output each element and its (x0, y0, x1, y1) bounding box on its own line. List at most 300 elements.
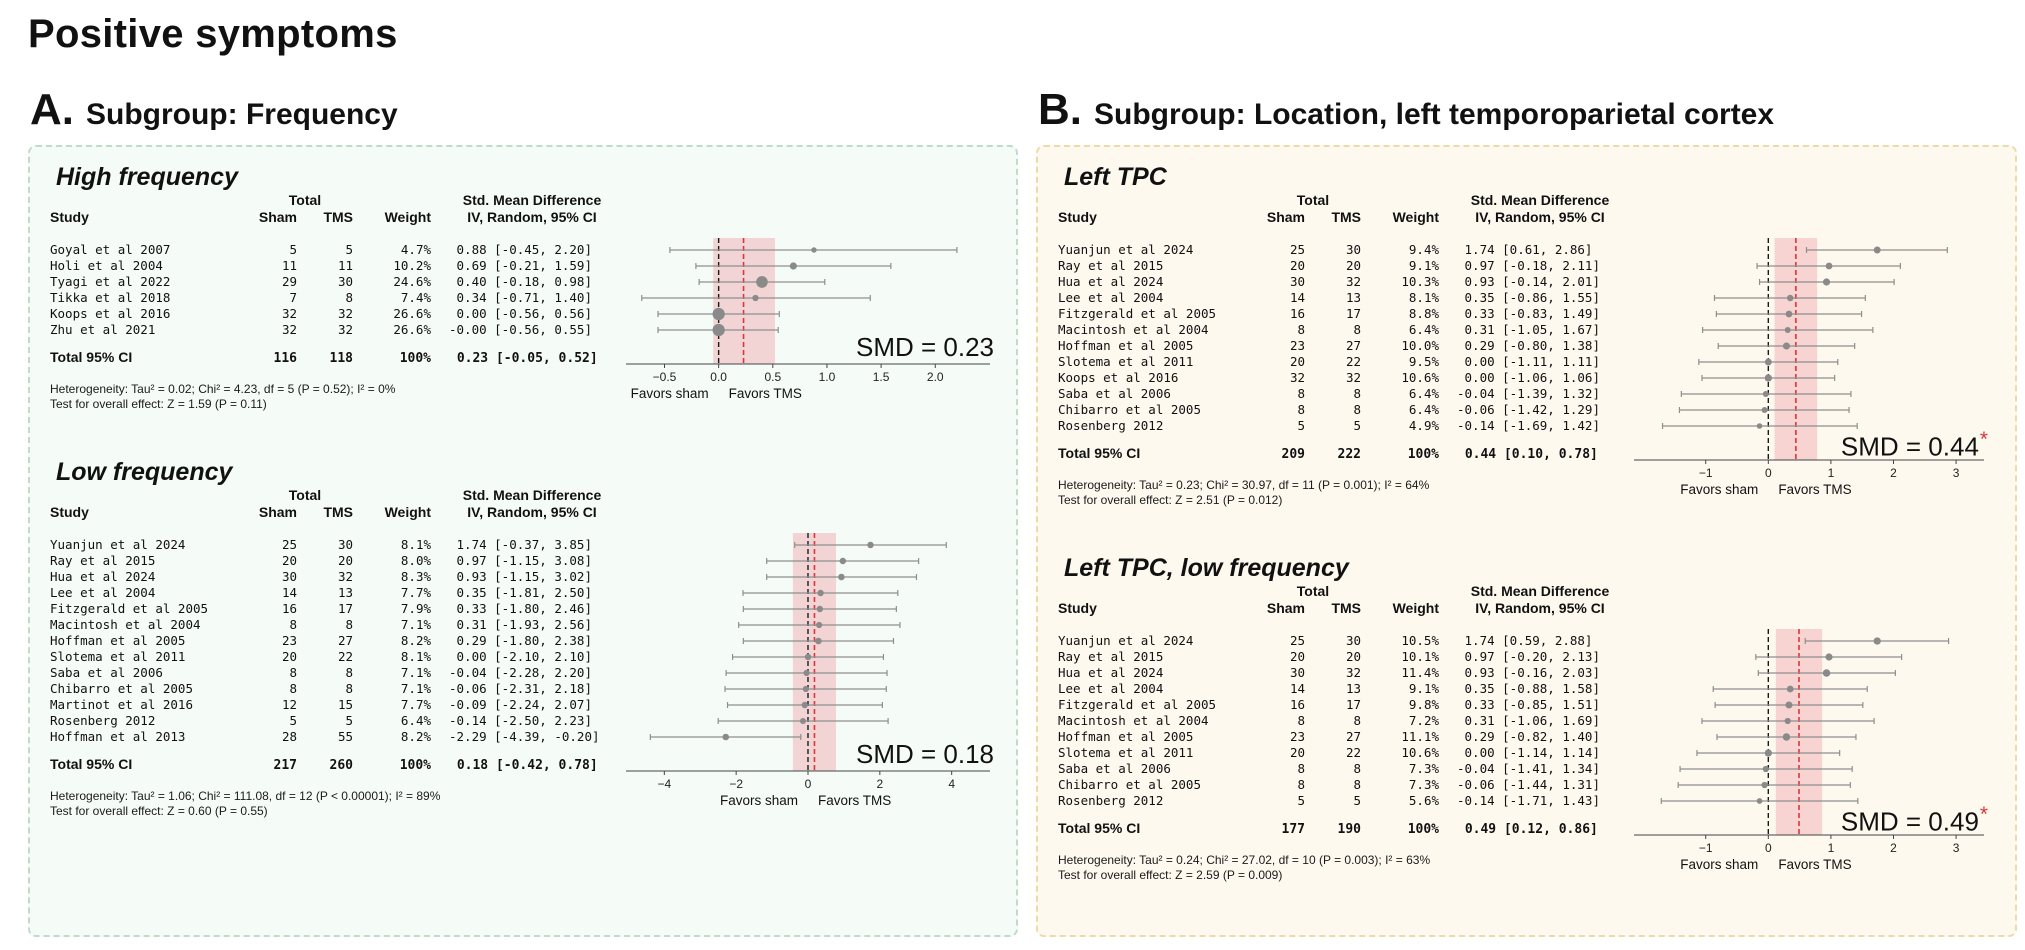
weight-value: 10.2% (393, 258, 431, 273)
favors-tms-label: Favors TMS (728, 386, 802, 401)
tms-n: 27 (1345, 338, 1361, 353)
tms-n: 27 (337, 633, 353, 648)
sham-n: 11 (281, 258, 297, 273)
tms-n: 5 (1353, 418, 1361, 433)
sham-n: 23 (1289, 729, 1305, 744)
effect-marker (817, 590, 823, 596)
total-weight: 100% (399, 351, 431, 366)
study-row (1058, 418, 1624, 434)
overall-effect-line: Test for overall effect: Z = 2.59 (P = 0.009) (1058, 868, 1283, 882)
effect-marker (1874, 637, 1881, 644)
sham-n: 20 (1289, 354, 1305, 369)
total-smd-ci: 0.23 [-0.05, 0.52] (456, 351, 598, 366)
smd-ci-value: 1.74 [0.59, 2.88] (1464, 633, 1593, 648)
tms-n: 8 (345, 681, 353, 696)
plot-body (1052, 192, 2001, 508)
smd-ci-value: 0.34 [-0.71, 1.40] (456, 290, 592, 305)
smd-ci-value: 0.00 [-2.10, 2.10] (456, 649, 592, 664)
col-header-smd: Std. Mean Difference (462, 487, 602, 503)
tms-n: 13 (337, 585, 353, 600)
study-label: Goyal et al 2007 (50, 242, 171, 257)
axis-tick-label: 3 (1952, 841, 1960, 855)
study-label: Yuanjun et al 2024 (50, 537, 186, 552)
effect-marker (1762, 407, 1768, 413)
weight-value: 4.9% (1408, 418, 1439, 433)
sham-n: 29 (281, 274, 297, 289)
weight-value: 6.4% (400, 713, 431, 728)
tms-n: 32 (1345, 370, 1361, 385)
tms-n: 5 (345, 713, 353, 728)
study-row (50, 585, 616, 601)
sham-n: 8 (1297, 761, 1305, 776)
forest-plot-canvas (616, 236, 1000, 406)
weight-value: 8.1% (400, 537, 431, 552)
heterogeneity-line: Heterogeneity: Tau² = 1.06; Chi² = 111.08, df = 12 (P < 0.00001); I² = 89% (50, 789, 441, 803)
effect-marker (1757, 423, 1763, 429)
smd-ci-value: -0.06 [-1.42, 1.29] (1457, 402, 1600, 417)
forest-plot-left-tpc-low-frequency (1052, 554, 2001, 883)
sham-n: 5 (1297, 793, 1305, 808)
forest-graph (1624, 192, 1994, 502)
study-label: Hua et al 2024 (1058, 665, 1164, 680)
study-row (50, 553, 616, 569)
plot-body (44, 192, 1002, 412)
plot-title: High frequency (56, 163, 238, 191)
study-row (1058, 665, 1624, 681)
total-label: Total 95% CI (1058, 820, 1141, 836)
col-header-study: Study (1058, 209, 1097, 225)
sham-n: 28 (281, 729, 297, 744)
effect-marker (1823, 278, 1830, 285)
effect-marker (790, 262, 797, 269)
weight-value: 7.1% (400, 681, 431, 696)
weight-value: 7.3% (1408, 777, 1439, 792)
study-table (44, 487, 616, 819)
panel-a-letter: A. (30, 85, 74, 134)
weight-value: 10.1% (1401, 649, 1439, 664)
col-header-study: Study (1058, 600, 1097, 616)
sham-n: 32 (281, 322, 297, 337)
col-header-iv-random: IV, Random, 95% CI (467, 209, 597, 225)
total-tms-n: 118 (329, 351, 353, 366)
sham-n: 30 (1289, 665, 1305, 680)
effect-marker (1783, 733, 1790, 740)
axis-tick-label: 1 (1827, 841, 1835, 855)
study-row (1058, 306, 1624, 322)
study-row (1058, 338, 1624, 354)
smd-ci-value: 0.97 [-1.15, 3.08] (456, 553, 592, 568)
plot-body (44, 487, 1002, 819)
weight-value: 7.4% (400, 290, 431, 305)
weight-value: 8.1% (1408, 290, 1439, 305)
smd-ci-value: 0.97 [-0.18, 2.11] (1464, 258, 1600, 273)
study-row (50, 713, 616, 729)
sham-n: 25 (1289, 633, 1305, 648)
tms-n: 8 (345, 665, 353, 680)
tms-n: 30 (1345, 242, 1361, 257)
col-header-sham: Sham (258, 209, 297, 225)
forest-graph (1624, 583, 1994, 877)
tms-n: 11 (337, 258, 353, 273)
favors-sham-label: Favors sham (1680, 482, 1759, 497)
smd-ci-value: 0.29 [-1.80, 2.38] (456, 633, 592, 648)
study-label: Chibarro et al 2005 (1058, 777, 1201, 792)
smd-ci-value: 0.69 [-0.21, 1.59] (456, 258, 592, 273)
effect-marker (713, 324, 725, 336)
weight-value: 7.7% (400, 585, 431, 600)
tms-n: 17 (1345, 697, 1361, 712)
study-row (50, 322, 616, 338)
study-rows (1058, 633, 1624, 809)
heterogeneity-line: Heterogeneity: Tau² = 0.23; Chi² = 30.97, df = 11 (P = 0.001); I² = 64% (1058, 478, 1430, 492)
weight-value: 9.8% (1408, 697, 1439, 712)
weight-value: 4.7% (400, 242, 431, 257)
axis-tick-label: 1.0 (818, 370, 836, 384)
total-sham-n: 209 (1281, 447, 1305, 462)
col-header-weight: Weight (384, 504, 431, 520)
sham-n: 8 (1297, 713, 1305, 728)
study-row (1058, 761, 1624, 777)
smd-ci-value: -0.04 [-2.28, 2.20] (449, 665, 592, 680)
col-header-iv-random: IV, Random, 95% CI (1475, 600, 1605, 616)
effect-marker (722, 734, 729, 741)
col-header-weight: Weight (384, 209, 431, 225)
panel-a (28, 85, 1018, 937)
smd-ci-value: 0.33 [-1.80, 2.46] (456, 601, 592, 616)
weight-value: 8.8% (1408, 306, 1439, 321)
col-header-total: Total (1296, 192, 1330, 208)
tms-n: 8 (1353, 402, 1361, 417)
study-label: Yuanjun et al 2024 (1058, 242, 1194, 257)
heterogeneity-line: Heterogeneity: Tau² = 0.02; Chi² = 4.23, df = 5 (P = 0.52); I² = 0% (50, 382, 396, 396)
tms-n: 32 (337, 306, 353, 321)
col-header-tms: TMS (1331, 600, 1361, 616)
study-row (1058, 370, 1624, 386)
axis-tick-label: 0.5 (764, 370, 782, 384)
favors-sham-label: Favors sham (1680, 857, 1759, 872)
sham-n: 5 (1297, 418, 1305, 433)
study-label: Lee et al 2004 (1058, 681, 1164, 696)
total-smd-ci: 0.49 [0.12, 0.86] (1464, 822, 1598, 837)
weight-value: 8.2% (400, 729, 431, 744)
tms-n: 22 (337, 649, 353, 664)
forest-plot-low-frequency (44, 458, 1002, 819)
col-header-smd: Std. Mean Difference (1470, 192, 1610, 208)
favors-tms-label: Favors TMS (1778, 857, 1852, 872)
study-row (50, 601, 616, 617)
effect-marker (1763, 391, 1769, 397)
forest-graph (616, 487, 1000, 813)
effect-marker (1825, 653, 1832, 660)
effect-marker (840, 558, 846, 564)
panel-b-letter: B. (1038, 85, 1082, 134)
total-tms-n: 222 (1337, 447, 1361, 462)
effect-marker (803, 686, 809, 692)
favors-sham-label: Favors sham (719, 793, 798, 808)
study-label: Hoffman et al 2005 (1058, 729, 1194, 744)
effect-marker (1785, 327, 1791, 333)
tms-n: 32 (337, 569, 353, 584)
smd-ci-value: 0.93 [-0.14, 2.01] (1464, 274, 1600, 289)
effect-marker (1785, 718, 1791, 724)
weight-value: 9.1% (1408, 681, 1439, 696)
smd-ci-value: 0.00 [-0.56, 0.56] (456, 306, 592, 321)
weight-value: 11.1% (1401, 729, 1439, 744)
table-header (1058, 583, 1624, 619)
significance-star: * (1979, 428, 1988, 451)
col-header-smd: Std. Mean Difference (462, 192, 602, 208)
weight-value: 8.2% (400, 633, 431, 648)
study-row (50, 729, 616, 745)
forest-plot-left-tpc (1052, 163, 2001, 508)
weight-value: 6.4% (1408, 322, 1439, 337)
study-label: Fitzgerald et al 2005 (50, 601, 209, 616)
sham-n: 20 (1289, 745, 1305, 760)
study-row (50, 242, 616, 258)
tms-n: 32 (1345, 274, 1361, 289)
study-row (50, 258, 616, 274)
study-label: Martinot et al 2016 (50, 697, 193, 712)
weight-value: 8.0% (400, 553, 431, 568)
col-header-total: Total (288, 192, 322, 208)
study-row (1058, 354, 1624, 370)
total-sham-n: 116 (273, 351, 297, 366)
weight-value: 10.3% (1401, 274, 1439, 289)
panel-b-box (1036, 145, 2017, 937)
study-label: Zhu et al 2021 (50, 322, 156, 337)
sham-n: 12 (281, 697, 297, 712)
study-row (1058, 290, 1624, 306)
sham-n: 20 (281, 553, 297, 568)
total-label: Total 95% CI (50, 756, 133, 772)
study-label: Saba et al 2006 (50, 665, 163, 680)
study-row (50, 697, 616, 713)
axis-tick-label: 1.5 (872, 370, 890, 384)
tms-n: 55 (337, 729, 353, 744)
tms-n: 32 (337, 322, 353, 337)
study-row (1058, 402, 1624, 418)
study-table (1052, 583, 1624, 883)
tms-n: 30 (337, 537, 353, 552)
effect-marker (1787, 295, 1794, 302)
tms-n: 5 (1353, 793, 1361, 808)
study-row (1058, 681, 1624, 697)
tms-n: 20 (337, 553, 353, 568)
plot-title: Low frequency (56, 458, 233, 486)
axis-tick-label: 0.0 (710, 370, 727, 384)
sham-n: 30 (281, 569, 297, 584)
total-tms-n: 190 (1337, 822, 1361, 837)
tms-n: 17 (337, 601, 353, 616)
total-sham-n: 217 (273, 758, 297, 773)
effect-marker (805, 654, 812, 661)
favors-tms-label: Favors TMS (1778, 482, 1852, 497)
sham-n: 30 (1289, 274, 1305, 289)
panel-b (1036, 85, 2017, 937)
tms-n: 22 (1345, 745, 1361, 760)
study-label: Chibarro et al 2005 (1058, 402, 1201, 417)
effect-marker (1823, 669, 1831, 677)
favors-sham-label: Favors sham (630, 386, 709, 401)
col-header-iv-random: IV, Random, 95% CI (467, 504, 597, 520)
study-label: Rosenberg 2012 (1058, 418, 1164, 433)
study-label: Ray et al 2015 (50, 553, 156, 568)
sham-n: 16 (1289, 306, 1305, 321)
sham-n: 23 (281, 633, 297, 648)
panels-row (28, 85, 2017, 937)
sham-n: 8 (1297, 322, 1305, 337)
smd-ci-value: 0.31 [-1.93, 2.56] (456, 617, 592, 632)
sham-n: 25 (281, 537, 297, 552)
col-header-sham: Sham (1266, 600, 1305, 616)
axis-tick-label: −0.5 (652, 370, 677, 384)
study-rows (50, 537, 616, 745)
tms-n: 17 (1345, 306, 1361, 321)
study-label: Yuanjun et al 2024 (1058, 633, 1194, 648)
study-row (50, 665, 616, 681)
study-label: Chibarro et al 2005 (50, 681, 193, 696)
study-label: Ray et al 2015 (1058, 258, 1164, 273)
forest-graph (616, 192, 1000, 406)
effect-marker (838, 574, 845, 581)
tms-n: 13 (1345, 290, 1361, 305)
sham-n: 20 (281, 649, 297, 664)
weight-value: 11.4% (1401, 665, 1439, 680)
effect-marker (1765, 374, 1772, 381)
axis-tick-label: −1 (1698, 466, 1713, 480)
weight-value: 6.4% (1408, 386, 1439, 401)
effect-marker (1765, 749, 1772, 756)
weight-value: 7.1% (400, 665, 431, 680)
study-table (1052, 192, 1624, 508)
smd-ci-value: 0.29 [-0.82, 1.40] (1464, 729, 1600, 744)
tms-n: 27 (1345, 729, 1361, 744)
smd-ci-value: -0.14 [-1.69, 1.42] (1457, 418, 1600, 433)
weight-value: 10.5% (1401, 633, 1439, 648)
study-row (50, 274, 616, 290)
overall-effect-line: Test for overall effect: Z = 0.60 (P = 0.55) (50, 804, 268, 818)
col-header-smd: Std. Mean Difference (1470, 583, 1610, 599)
sham-n: 25 (1289, 242, 1305, 257)
smd-ci-value: -0.14 [-2.50, 2.23] (449, 713, 592, 728)
table-header (50, 487, 616, 523)
smd-ci-value: -2.29 [-4.39, -0.20] (449, 729, 600, 744)
axis-tick-label: 2.0 (926, 370, 944, 384)
sham-n: 16 (1289, 697, 1305, 712)
effect-marker (1763, 766, 1769, 772)
sham-n: 8 (1297, 386, 1305, 401)
study-row (50, 633, 616, 649)
smd-ci-value: 0.00 [-1.14, 1.14] (1464, 745, 1600, 760)
weight-value: 7.1% (400, 617, 431, 632)
effect-marker (867, 542, 874, 549)
smd-ci-value: 1.74 [0.61, 2.86] (1464, 242, 1593, 257)
total-row (50, 755, 616, 773)
effect-marker (1785, 701, 1792, 708)
smd-ci-value: -0.00 [-0.56, 0.55] (449, 322, 592, 337)
pooled-ci-band (1776, 629, 1822, 835)
study-rows (50, 242, 616, 338)
tms-n: 20 (1345, 649, 1361, 664)
total-label: Total 95% CI (50, 349, 133, 365)
smd-ci-value: 0.93 [-1.15, 3.02] (456, 569, 592, 584)
weight-value: 10.6% (1401, 370, 1439, 385)
study-row (1058, 242, 1624, 258)
study-label: Saba et al 2006 (1058, 761, 1171, 776)
tms-n: 15 (337, 697, 353, 712)
weight-value: 9.5% (1408, 354, 1439, 369)
smd-ci-value: 0.35 [-1.81, 2.50] (456, 585, 592, 600)
sham-n: 32 (281, 306, 297, 321)
forest-plot-canvas (1624, 627, 1994, 877)
tms-n: 22 (1345, 354, 1361, 369)
axis-tick-label: 4 (948, 777, 956, 791)
effect-marker (802, 702, 808, 708)
study-label: Ray et al 2015 (1058, 649, 1164, 664)
effect-marker (1826, 263, 1833, 270)
study-row (50, 681, 616, 697)
tms-n: 30 (1345, 633, 1361, 648)
weight-value: 26.6% (393, 306, 431, 321)
study-label: Lee et al 2004 (1058, 290, 1164, 305)
study-label: Koops et al 2016 (1058, 370, 1179, 385)
smd-ci-value: -0.04 [-1.39, 1.32] (1457, 386, 1600, 401)
table-header (50, 192, 616, 228)
study-label: Slotema et al 2011 (1058, 354, 1194, 369)
study-row (50, 306, 616, 322)
col-header-weight: Weight (1392, 209, 1439, 225)
study-label: Holi et al 2004 (50, 258, 163, 273)
smd-ci-value: 0.97 [-0.20, 2.13] (1464, 649, 1600, 664)
effect-marker (1786, 311, 1793, 318)
sham-n: 20 (1289, 649, 1305, 664)
study-label: Macintosh et al 2004 (50, 617, 201, 632)
sham-n: 32 (1289, 370, 1305, 385)
effect-marker (1874, 247, 1881, 254)
panel-a-subtitle: Subgroup: Frequency (86, 98, 398, 131)
axis-tick-label: 2 (1890, 466, 1897, 480)
col-header-study: Study (50, 504, 89, 520)
study-row (1058, 777, 1624, 793)
sham-n: 7 (289, 290, 297, 305)
table-header (1058, 192, 1624, 228)
study-row (1058, 713, 1624, 729)
study-label: Tyagi et al 2022 (50, 274, 171, 289)
study-row (1058, 745, 1624, 761)
effect-marker (803, 670, 809, 676)
smd-ci-value: -0.04 [-1.41, 1.34] (1457, 761, 1600, 776)
weight-value: 26.6% (393, 322, 431, 337)
smd-ci-value: 0.40 [-0.18, 0.98] (456, 274, 592, 289)
smd-value: SMD = 0.18 (855, 739, 994, 769)
smd-ci-value: 0.31 [-1.05, 1.67] (1464, 322, 1600, 337)
col-header-sham: Sham (1266, 209, 1305, 225)
weight-value: 5.6% (1408, 793, 1439, 808)
effect-marker (1757, 798, 1763, 804)
study-label: Rosenberg 2012 (1058, 793, 1164, 808)
effect-marker (1761, 782, 1767, 788)
sham-n: 8 (1297, 402, 1305, 417)
study-label: Hoffman et al 2013 (50, 729, 186, 744)
panel-a-heading (30, 85, 1018, 135)
tms-n: 8 (345, 290, 353, 305)
effect-marker (1765, 359, 1772, 366)
axis-tick-label: −1 (1698, 841, 1713, 855)
study-table (44, 192, 616, 412)
smd-annotation (856, 332, 994, 363)
effect-marker (1783, 342, 1790, 349)
weight-value: 10.6% (1401, 745, 1439, 760)
